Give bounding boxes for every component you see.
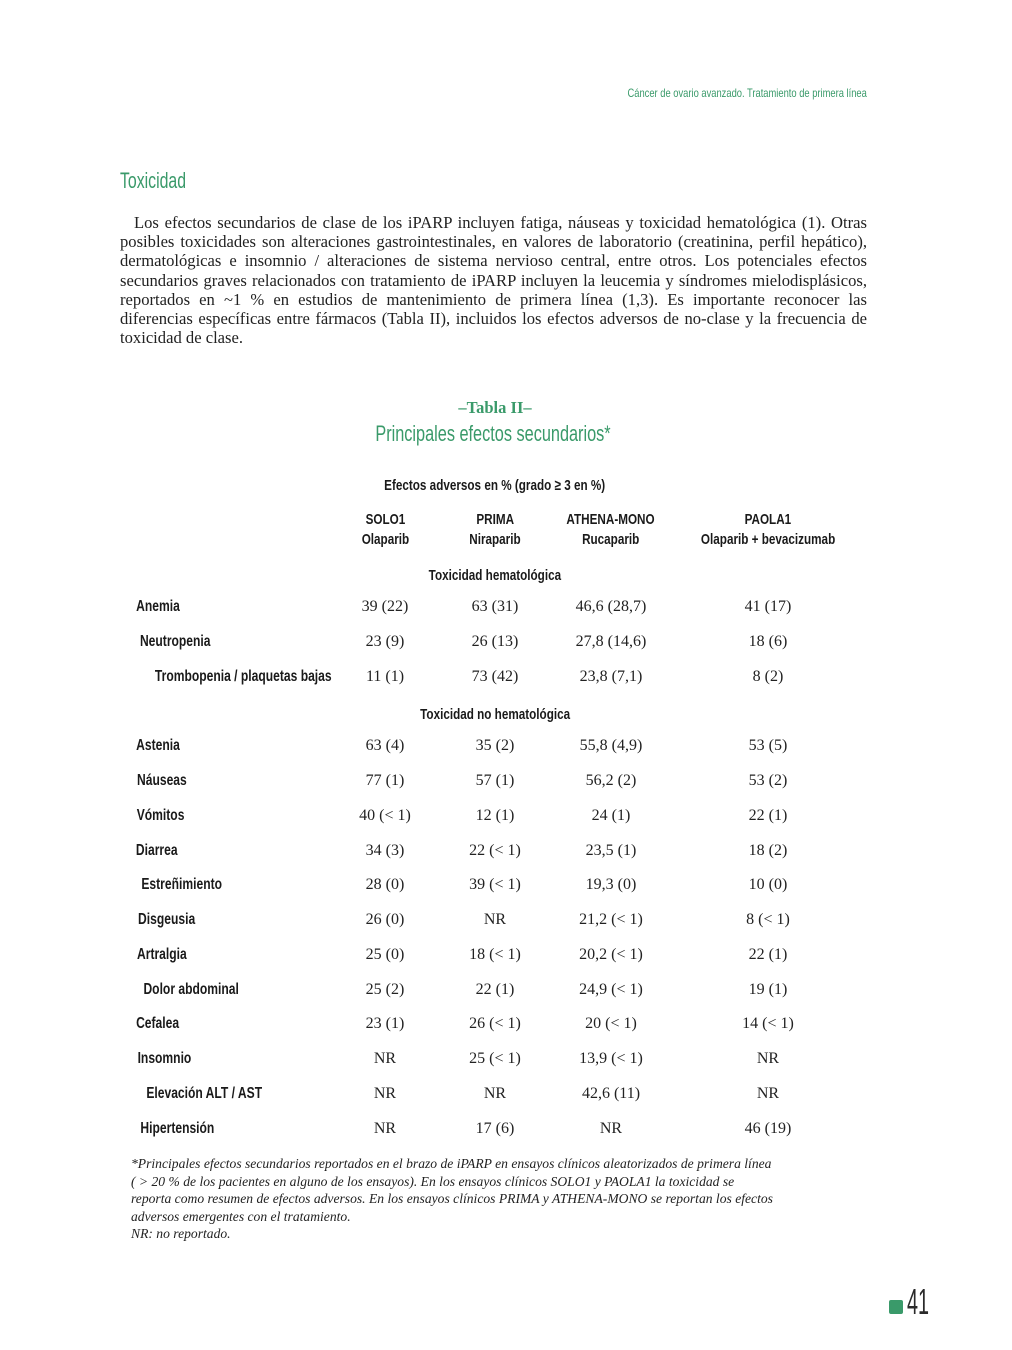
table-cell: 39 (22) — [361, 598, 409, 615]
page-marker-square — [889, 1300, 903, 1314]
table-cell: 19 (1) — [748, 981, 788, 998]
table-cell: 22 (< 1) — [469, 842, 521, 859]
column-trial: ATHENA-MONO — [566, 511, 656, 528]
table-cell: 42,6 (11) — [581, 1085, 641, 1102]
table-cell: NR — [756, 1085, 780, 1102]
table-cell: 25 (0) — [365, 946, 405, 963]
table-cell: 26 (13) — [471, 633, 519, 650]
footnote-line: *Principales efectos secundarios reportados en el brazo de iPARP en ensayos clínicos aleatorizados de primera línea — [131, 1156, 772, 1171]
row-label: Cefalea — [136, 1015, 180, 1032]
table-cell: 8 (2) — [752, 668, 784, 685]
table-cell: 12 (1) — [475, 807, 515, 824]
table-cell: NR — [373, 1120, 397, 1137]
table-cell: 27,8 (14,6) — [575, 633, 647, 650]
table-cell: 63 (31) — [471, 598, 519, 615]
table-cell: 14 (< 1) — [742, 1015, 794, 1032]
table-cell: NR — [483, 1085, 507, 1102]
table-cell: 18 (6) — [748, 633, 788, 650]
table-cell: 22 (1) — [748, 946, 788, 963]
group-header-hematologic: Toxicidad hematológica — [428, 567, 562, 584]
section-title: Toxicidad — [120, 168, 187, 193]
table-cell: 21,2 (< 1) — [579, 911, 643, 928]
row-label: Vómitos — [136, 807, 185, 824]
table-cell: 39 (< 1) — [469, 876, 521, 893]
footnote-line: adversos emergentes con el tratamiento. — [131, 1208, 351, 1224]
table-cell: 23 (1) — [365, 1015, 405, 1032]
table-cell: 26 (0) — [365, 911, 405, 928]
row-label: Artralgia — [137, 946, 187, 963]
column-trial: SOLO1 — [365, 511, 405, 528]
table-cell: 22 (1) — [475, 981, 515, 998]
table-cell: 20 (< 1) — [585, 1015, 637, 1032]
table-footnote — [131, 1155, 861, 1243]
table-cell: 55,8 (4,9) — [579, 737, 643, 754]
table-cell: 25 (2) — [365, 981, 405, 998]
footnote-line: ( > 20 % de los pacientes en alguno de los ensayos). En los ensayos clínicos SOLO1 y PAOLA1 la toxicidad se — [131, 1173, 735, 1189]
table-cell: 25 (< 1) — [469, 1050, 521, 1067]
column-drug: Rucaparib — [582, 531, 640, 548]
table-title — [0, 421, 986, 447]
table-cell: 56,2 (2) — [585, 772, 637, 789]
table-cell: NR — [373, 1085, 397, 1102]
row-label: Disgeusia — [138, 911, 196, 928]
table-cell: 11 (1) — [365, 668, 405, 685]
table-cell: 46 (19) — [744, 1120, 792, 1137]
column-drug: Olaparib + bevacizumab — [700, 531, 836, 548]
column-header-solo1 — [325, 510, 445, 550]
table-subheader: Efectos adversos en % (grado ≥ 3 en %) — [384, 477, 606, 494]
column-header-paola1 — [668, 510, 868, 550]
table-cell: 77 (1) — [365, 772, 405, 789]
body-paragraph: Los efectos secundarios de clase de los iPARP incluyen fatiga, náuseas y toxicidad hematológica (1). Otras posibles toxicidades son alteraciones gastrointestinales, en valores de laboratorio (creatinina, perfil hepático), dermatológicas e insomnio / alteraciones de sistema nervioso central, entre otros. Los potenciales efectos secundarios graves relacionados con tratamiento de iPARP incluyen la leucemia y síndromes mielodisplásicos, reportados en ~1 % en estudios de mantenimiento de primera línea (1,3). Es importante reconocer las diferencias específicas entre fármacos (Tabla II), incluidos los efectos adversos de no-clase y la frecuencia de toxicidad de clase. — [120, 213, 867, 348]
row-label: Diarrea — [135, 842, 178, 859]
table-cell: 28 (0) — [365, 876, 405, 893]
footnote-line: reporta como resumen de efectos adversos. En los ensayos clínicos PRIMA y ATHENA-MONO se reportan los efectos — [131, 1191, 773, 1206]
table-cell: NR — [373, 1050, 397, 1067]
table-cell: 41 (17) — [744, 598, 792, 615]
table-cell: 26 (< 1) — [469, 1015, 521, 1032]
table-cell: 13,9 (< 1) — [579, 1050, 643, 1067]
table-cell: NR — [599, 1120, 623, 1137]
row-label: Hipertensión — [140, 1120, 215, 1137]
table-cell: 57 (1) — [475, 772, 515, 789]
table-cell: 40 (< 1) — [359, 807, 411, 824]
row-label: Náuseas — [137, 772, 187, 789]
table-number: –Tabla II– — [458, 398, 532, 417]
column-trial: PRIMA — [476, 511, 514, 528]
column-header-athena-mono — [536, 510, 686, 550]
row-label: Neutropenia — [139, 633, 211, 650]
table-cell: 23,8 (7,1) — [579, 668, 643, 685]
column-trial: PAOLA1 — [744, 511, 792, 528]
row-label: Astenia — [136, 737, 180, 754]
column-drug: Olaparib — [361, 531, 409, 548]
row-label: Anemia — [136, 598, 180, 615]
row-label: Dolor abdominal — [143, 981, 239, 998]
table-cell: 63 (4) — [365, 737, 405, 754]
table-cell: NR — [756, 1050, 780, 1067]
table-cell: 22 (1) — [748, 807, 788, 824]
row-label: Estreñimiento — [141, 876, 222, 893]
table-cell: 20,2 (< 1) — [579, 946, 643, 963]
table-cell: 17 (6) — [475, 1120, 515, 1137]
table-cell: 18 (< 1) — [469, 946, 521, 963]
row-label: Elevación ALT / AST — [146, 1085, 263, 1102]
running-header: Cáncer de ovario avanzado. Tratamiento de primera línea — [627, 86, 867, 100]
table-cell: 24 (1) — [591, 807, 631, 824]
table-cell: 53 (2) — [748, 772, 788, 789]
table-cell: NR — [483, 911, 507, 928]
table-cell: 24,9 (< 1) — [579, 981, 643, 998]
table-cell: 8 (< 1) — [746, 911, 790, 928]
page-number: 41 — [907, 1281, 930, 1322]
row-label: Insomnio — [137, 1050, 192, 1067]
table-cell: 19,3 (0) — [585, 876, 637, 893]
table-cell: 73 (42) — [471, 668, 519, 685]
table-title-text: Principales efectos secundarios* — [375, 421, 611, 446]
table-cell: 35 (2) — [475, 737, 515, 754]
table-cell: 46,6 (28,7) — [575, 598, 647, 615]
table-cell: 23 (9) — [365, 633, 405, 650]
column-drug: Niraparib — [469, 531, 521, 548]
table-cell: 53 (5) — [748, 737, 788, 754]
footnote-line: NR: no reportado. — [131, 1226, 231, 1241]
table-cell: 23,5 (1) — [585, 842, 637, 859]
table-cell: 34 (3) — [365, 842, 405, 859]
row-label: Trombopenia / plaquetas bajas — [154, 668, 332, 685]
group-header-nonhematologic: Toxicidad no hematológica — [420, 706, 570, 723]
table-cell: 18 (2) — [748, 842, 788, 859]
table-cell: 10 (0) — [748, 876, 788, 893]
